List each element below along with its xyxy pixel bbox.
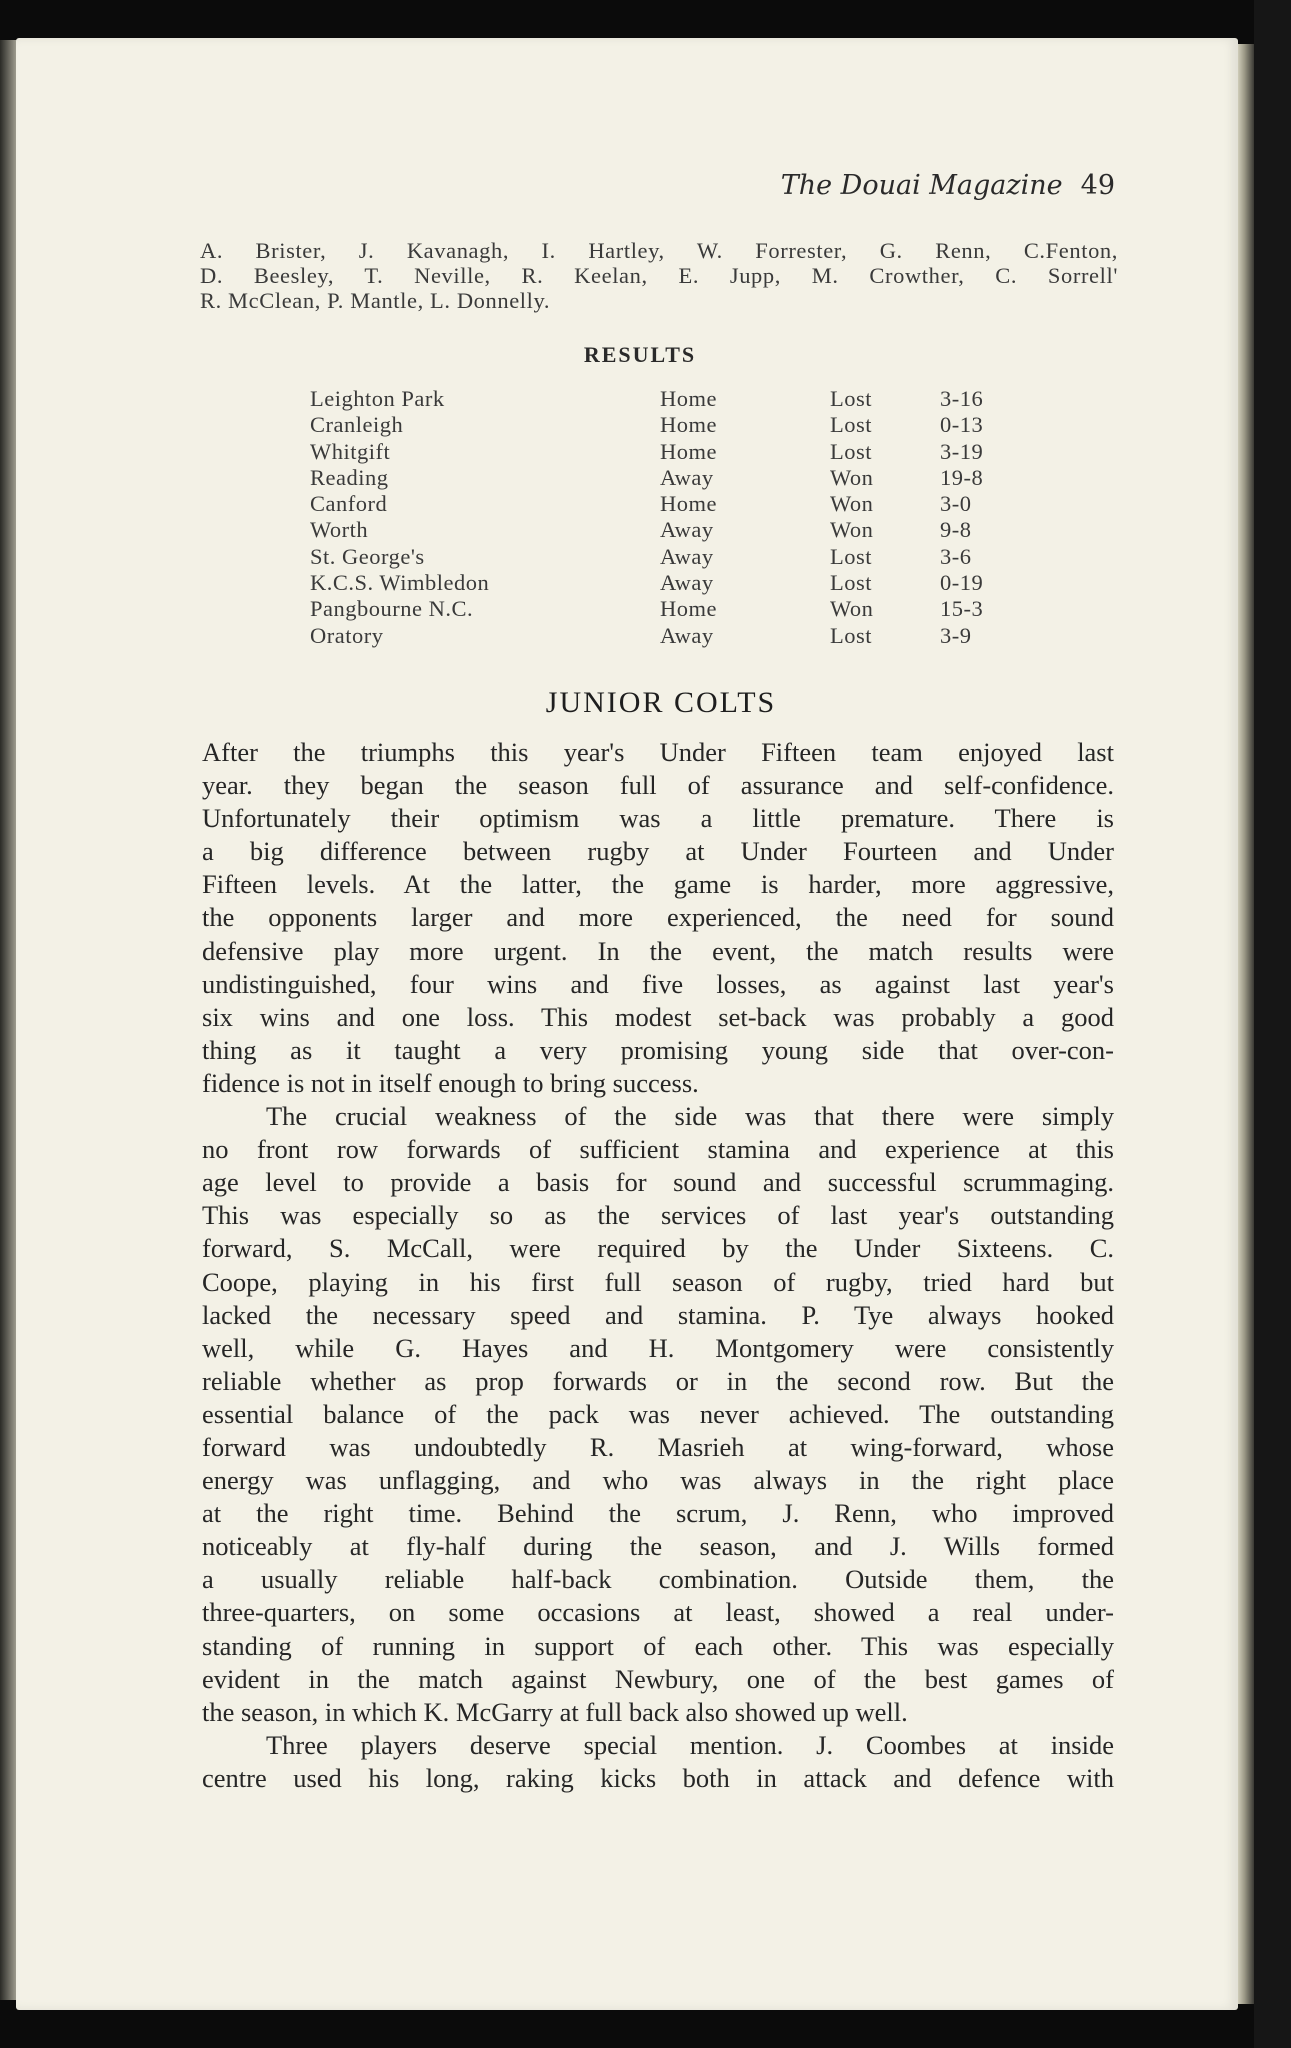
results-table [310, 386, 1030, 649]
opponent-cell: K.C.S. Wimbledon [310, 570, 490, 596]
opponent-cell: Cranleigh [310, 412, 404, 438]
opponent-cell: Leighton Park [310, 386, 445, 411]
opponent-cell: Worth [310, 517, 369, 543]
body-line: The crucial weakness of the side was that there were simply [266, 1101, 1114, 1132]
results-row [310, 517, 1030, 543]
body-line: evident in the match against Newbury, one of the best games of [202, 1663, 1114, 1694]
body-line: lacked the necessary speed and stamina. P. Tye always hooked [202, 1299, 1114, 1330]
result-cell: Lost [830, 570, 873, 596]
result-cell: Lost [830, 543, 873, 569]
opponent-cell: St. George's [310, 543, 425, 569]
results-row [310, 412, 1030, 438]
body-line: well, while G. Hayes and H. Montgomery were consistently [202, 1332, 1114, 1363]
scan-background [1254, 0, 1291, 2048]
venue-cell: Away [660, 517, 714, 543]
body-line: age level to provide a basis for sound and successful scrummaging. [202, 1167, 1114, 1198]
venue-cell: Away [660, 570, 714, 596]
score-cell: 19-8 [940, 464, 984, 490]
magazine-title: The Douai Magazine [780, 170, 1063, 201]
score-cell: 3-0 [940, 491, 972, 517]
team-list [200, 238, 1118, 313]
body-line: essential balance of the pack was never achieved. The outstanding [202, 1398, 1114, 1429]
section-heading: JUNIOR COLTS [545, 686, 777, 719]
body-line: Coope, playing in his first full season of rugby, tried hard but [202, 1266, 1114, 1297]
results-row [310, 570, 1030, 596]
results-row [310, 439, 1030, 465]
body-line: no front row forwards of sufficient stamina and experience at this [202, 1134, 1114, 1165]
team-list-line: R. McClean, P. Mantle, L. Donnelly. [200, 288, 551, 313]
body-line: year. they began the season full of assurance and self-confidence. [202, 770, 1114, 801]
score-cell: 3-6 [940, 543, 972, 569]
results-row [310, 544, 1030, 570]
result-cell: Won [830, 491, 874, 517]
body-line: This was especially so as the services of last year's outstanding [202, 1200, 1114, 1231]
results-row [310, 596, 1030, 622]
body-line: at the right time. Behind the scrum, J. Renn, who improved [202, 1498, 1114, 1529]
opponent-cell: Canford [310, 491, 388, 517]
body-line: the opponents larger and more experienced, the need for sound [202, 902, 1114, 933]
venue-cell: Away [660, 543, 714, 569]
result-cell: Won [830, 517, 874, 543]
venue-cell: Home [660, 491, 717, 517]
body-line: a big difference between rugby at Under Fourteen and Under [202, 836, 1114, 867]
score-cell: 3-19 [940, 438, 984, 464]
venue-cell: Home [660, 386, 717, 411]
score-cell: 9-8 [940, 517, 972, 543]
body-line: six wins and one loss. This modest set-back was probably a good [202, 1001, 1114, 1032]
running-header [740, 170, 1115, 201]
body-line: standing of running in support of each other. This was especially [202, 1630, 1114, 1661]
body-line: undistinguished, four wins and five losses, as against last year's [202, 968, 1114, 999]
venue-cell: Home [660, 596, 717, 622]
body-line: Three players deserve special mention. J. Coombes at inside [266, 1729, 1114, 1760]
body-line: noticeably at fly-half during the season, and J. Wills formed [202, 1531, 1114, 1562]
body-line: forward was undoubtedly R. Masrieh at wing-forward, whose [202, 1431, 1114, 1462]
opponent-cell: Pangbourne N.C. [310, 596, 474, 622]
body-line: Unfortunately their optimism was a little premature. There is [202, 803, 1114, 834]
results-row [310, 623, 1030, 649]
opponent-cell: Oratory [310, 622, 384, 648]
body-line: energy was unflagging, and who was always in the right place [202, 1465, 1114, 1496]
body-line: the season, in which K. McGarry at full back also showed up well. [202, 1696, 908, 1727]
result-cell: Won [830, 464, 874, 490]
results-heading: RESULTS [583, 342, 697, 367]
body-line: thing as it taught a very promising young side that over-con- [202, 1034, 1114, 1065]
opponent-cell: Whitgift [310, 438, 391, 464]
venue-cell: Away [660, 464, 714, 490]
score-cell: 3-9 [940, 622, 972, 648]
venue-cell: Away [660, 622, 714, 648]
body-line: reliable whether as prop forwards or in the second row. But the [202, 1365, 1114, 1396]
results-row [310, 465, 1030, 491]
venue-cell: Home [660, 412, 717, 438]
result-cell: Won [830, 596, 874, 622]
score-cell: 0-19 [940, 570, 984, 596]
result-cell: Lost [830, 622, 873, 648]
page-number: 49 [1080, 170, 1115, 201]
body-line: a usually reliable half-back combination. Outside them, the [202, 1564, 1114, 1595]
team-list-line: D. Beesley, T. Neville, R. Keelan, E. Jupp, M. Crowther, C. Sorrell' [200, 263, 1118, 288]
result-cell: Lost [830, 412, 873, 438]
body-line: forward, S. McCall, were required by the Under Sixteens. C. [202, 1233, 1114, 1264]
result-cell: Lost [830, 438, 873, 464]
body-line: After the triumphs this year's Under Fifteen team enjoyed last [202, 737, 1114, 767]
opponent-cell: Reading [310, 464, 389, 490]
body-line: centre used his long, raking kicks both in attack and defence with [202, 1762, 1114, 1793]
article-body [202, 736, 1114, 1795]
body-line: Fifteen levels. At the latter, the game is harder, more aggressive, [202, 869, 1114, 900]
page-edge-stack [1238, 44, 1254, 2004]
results-row [310, 386, 1030, 412]
results-row [310, 491, 1030, 517]
body-line: defensive play more urgent. In the event, the match results were [202, 935, 1114, 966]
score-cell: 3-16 [940, 386, 984, 411]
team-list-line: A. Brister, J. Kavanagh, I. Hartley, W. Forrester, G. Renn, C.Fenton, [200, 238, 1118, 263]
body-line: three-quarters, on some occasions at least, showed a real under- [202, 1597, 1114, 1628]
venue-cell: Home [660, 438, 717, 464]
score-cell: 15-3 [940, 596, 984, 622]
body-line: fidence is not in itself enough to bring success. [202, 1067, 699, 1098]
result-cell: Lost [830, 386, 873, 411]
score-cell: 0-13 [940, 412, 984, 438]
